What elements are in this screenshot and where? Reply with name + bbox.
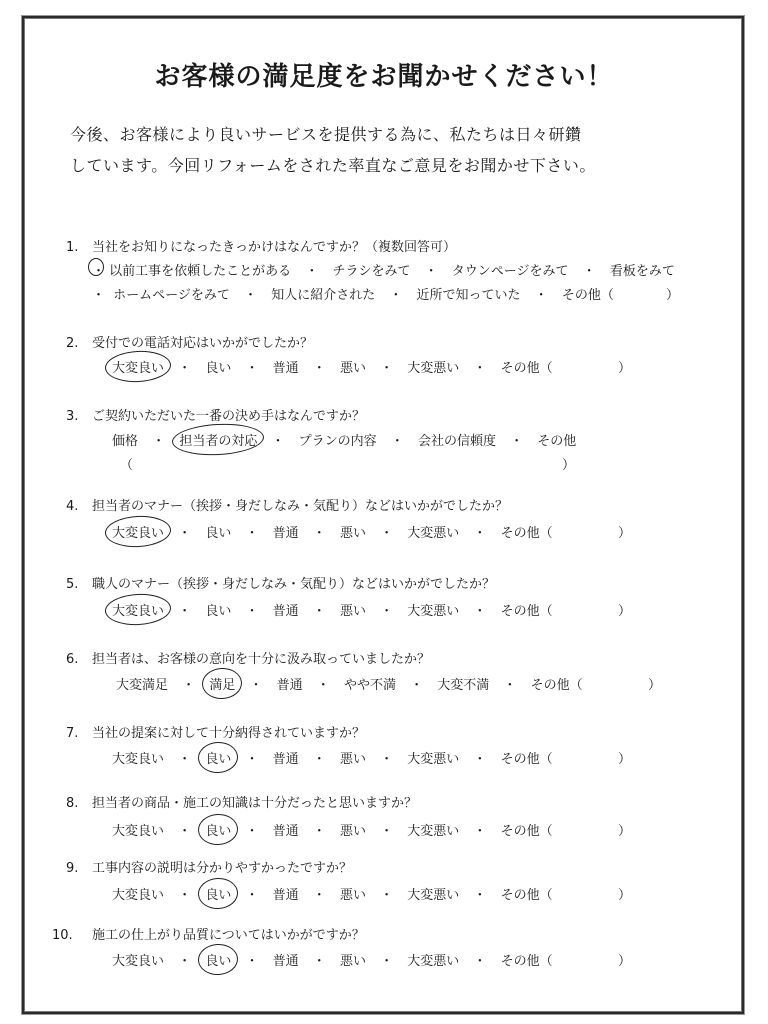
- option-good-selected[interactable]: 良い: [205, 884, 231, 903]
- option-very-bad[interactable]: 大変悪い: [407, 888, 460, 903]
- option-normal[interactable]: 普通: [272, 954, 299, 969]
- option-flyer[interactable]: チラシをみて: [332, 264, 411, 279]
- close-paren: ）: [618, 361, 632, 376]
- close-paren: ）: [618, 526, 632, 541]
- question-text: 施工の仕上がり品質についてはいかがですか？: [92, 928, 365, 943]
- option-very-good-selected[interactable]: 大変良い: [112, 357, 164, 376]
- option-separator: ・: [245, 526, 259, 541]
- option-separator: ・: [178, 888, 192, 903]
- option-separator: ・: [178, 526, 192, 541]
- option-bad[interactable]: 悪い: [339, 824, 366, 839]
- option-town-page[interactable]: タウンページをみて: [451, 264, 569, 279]
- option-separator: ・: [245, 361, 259, 376]
- option-very-bad[interactable]: 大変悪い: [407, 526, 460, 541]
- option-separator: ・: [510, 434, 524, 449]
- question-number: 6.: [66, 652, 79, 667]
- option-very-bad[interactable]: 大変悪い: [407, 752, 460, 767]
- option-bad[interactable]: 悪い: [339, 752, 366, 767]
- option-separator: ・: [271, 434, 285, 449]
- option-separator: ・: [244, 288, 258, 303]
- close-paren: ）: [562, 458, 576, 473]
- option-very-bad[interactable]: 大変悪い: [407, 361, 460, 376]
- option-very-good-selected[interactable]: 大変良い: [112, 600, 164, 619]
- option-separator: ・: [178, 752, 192, 767]
- option-marker: ・: [92, 288, 106, 303]
- option-separator: ・: [380, 604, 394, 619]
- question-8: [66, 792, 417, 811]
- question-3: [66, 405, 365, 424]
- option-very-bad[interactable]: 大変悪い: [407, 824, 460, 839]
- option-separator: ・: [312, 361, 326, 376]
- option-other[interactable]: その他（: [561, 288, 614, 303]
- question-number: 3.: [66, 409, 79, 424]
- option-good-selected[interactable]: 良い: [205, 820, 231, 839]
- option-normal[interactable]: 普通: [272, 752, 299, 767]
- option-separator: ・: [178, 824, 192, 839]
- option-separator: ・: [380, 888, 394, 903]
- option-good[interactable]: 良い: [205, 604, 232, 619]
- option-separator: ・: [312, 604, 326, 619]
- question-9-options: [112, 884, 553, 903]
- question-text: 担当者の商品・施工の知識は十分だったと思いますか？: [92, 796, 418, 811]
- option-separator: ・: [473, 604, 487, 619]
- open-paren: （: [120, 458, 134, 473]
- question-text: ご契約いただいた一番の決め手はなんですか？: [92, 409, 366, 424]
- option-other[interactable]: その他（: [500, 888, 553, 903]
- close-paren: ）: [618, 888, 632, 903]
- question-text: 工事内容の説明は分かりやすかったですか？: [92, 861, 353, 876]
- option-homepage[interactable]: ホームページをみて: [113, 288, 230, 303]
- option-very-good[interactable]: 大変良い: [112, 824, 165, 839]
- option-separator: ・: [245, 752, 259, 767]
- option-price[interactable]: 価格: [112, 434, 139, 449]
- option-separator: ・: [316, 678, 330, 693]
- option-separator: ・: [312, 954, 326, 969]
- option-separator: ・: [473, 361, 487, 376]
- option-very-good[interactable]: 大変良い: [112, 888, 165, 903]
- option-separator: ・: [312, 888, 326, 903]
- option-very-dissatisfied[interactable]: 大変不満: [437, 678, 490, 693]
- question-6-options: [116, 674, 583, 693]
- option-separator: ・: [473, 888, 487, 903]
- question-8-options: [112, 820, 553, 839]
- option-bad[interactable]: 悪い: [339, 954, 366, 969]
- option-separator: ・: [473, 824, 487, 839]
- option-separator: ・: [390, 434, 404, 449]
- option-very-good[interactable]: 大変良い: [112, 954, 165, 969]
- question-number: 8.: [66, 796, 79, 811]
- question-text: 担当者は、お客様の意向を十分に汲み取っていましたか？: [92, 652, 431, 667]
- question-number: 7.: [66, 726, 79, 741]
- option-other[interactable]: その他（: [500, 526, 553, 541]
- option-very-bad[interactable]: 大変悪い: [407, 954, 460, 969]
- option-very-bad[interactable]: 大変悪い: [407, 604, 460, 619]
- option-marker: ・: [92, 264, 106, 279]
- question-1-options-row2: [92, 284, 614, 303]
- option-signboard[interactable]: 看板をみて: [609, 264, 675, 279]
- option-separator: ・: [245, 954, 259, 969]
- close-paren: ）: [618, 824, 632, 839]
- option-separator: ・: [312, 752, 326, 767]
- option-company-trust[interactable]: 会社の信頼度: [417, 434, 496, 449]
- option-separator: ・: [178, 954, 192, 969]
- option-separator: ・: [249, 678, 263, 693]
- option-good[interactable]: 良い: [205, 526, 232, 541]
- question-7-options: [112, 748, 553, 767]
- close-paren: ）: [618, 954, 632, 969]
- option-separator: ・: [389, 288, 403, 303]
- option-normal[interactable]: 普通: [272, 526, 299, 541]
- option-separator: ・: [534, 288, 548, 303]
- option-separator: ・: [380, 824, 394, 839]
- option-introduced[interactable]: 知人に紹介された: [271, 288, 376, 303]
- option-separator: ・: [473, 954, 487, 969]
- option-normal[interactable]: 普通: [272, 888, 299, 903]
- intro-line-1: 今後、お客様により良いサービスを提供する為に、私たちは日々研鑽: [70, 125, 582, 144]
- question-number: 2.: [66, 336, 79, 351]
- question-1: [66, 236, 456, 255]
- question-4-options: [112, 522, 553, 541]
- option-separator: ・: [473, 752, 487, 767]
- option-good-selected[interactable]: 良い: [205, 748, 231, 767]
- option-other[interactable]: その他（: [500, 752, 553, 767]
- option-separator: ・: [503, 678, 517, 693]
- option-good-selected[interactable]: 良い: [205, 950, 231, 969]
- close-paren: ）: [618, 604, 632, 619]
- question-text: 職人のマナー（挨拶・身だしなみ・気配り）などはいかがでしたか？: [92, 577, 496, 592]
- option-separator: ・: [312, 824, 326, 839]
- option-bad[interactable]: 悪い: [339, 604, 366, 619]
- close-paren: ）: [666, 288, 680, 303]
- option-previous-work[interactable]: 以前工事を依頼したことがある: [109, 264, 292, 279]
- option-bad[interactable]: 悪い: [339, 361, 366, 376]
- question-7: [66, 722, 365, 741]
- question-1-options-row1: [92, 260, 675, 279]
- option-satisfied-selected[interactable]: 満足: [209, 674, 235, 693]
- option-other[interactable]: その他（: [500, 604, 553, 619]
- question-5-options: [112, 600, 553, 619]
- option-very-good-selected[interactable]: 大変良い: [112, 522, 164, 541]
- option-separator: ・: [305, 264, 319, 279]
- option-separator: ・: [380, 752, 394, 767]
- question-text: 当社をお知りになったきっかけはなんですか？（複数回答可）: [92, 240, 457, 255]
- option-staff-response-selected[interactable]: 担当者の対応: [179, 430, 257, 449]
- option-separator: ・: [410, 678, 424, 693]
- option-plan-content[interactable]: プランの内容: [298, 434, 377, 449]
- question-5: [66, 573, 495, 592]
- question-text: 担当者のマナー（挨拶・身だしなみ・気配り）などはいかがでしたか？: [92, 499, 509, 514]
- question-number: 10.: [52, 928, 73, 943]
- option-other[interactable]: その他: [537, 434, 577, 449]
- page-title: お客様の満足度をお聞かせください！: [154, 62, 614, 92]
- option-separator: ・: [245, 888, 259, 903]
- question-2: [66, 332, 313, 351]
- option-separator: ・: [380, 526, 394, 541]
- question-10: [52, 924, 365, 943]
- question-6: [66, 648, 430, 667]
- option-good[interactable]: 良い: [205, 361, 232, 376]
- question-number: 4.: [66, 499, 79, 514]
- option-separator: ・: [473, 526, 487, 541]
- option-separator: ・: [245, 604, 259, 619]
- question-2-options: [112, 357, 553, 376]
- intro-line-2: しています。今回リフォームをされた率直なご意見をお聞かせ下さい。: [70, 156, 596, 175]
- question-3-options: [112, 430, 576, 449]
- option-separator: ・: [582, 264, 596, 279]
- option-normal[interactable]: 普通: [272, 824, 299, 839]
- close-paren: ）: [648, 678, 662, 693]
- question-text: 当社の提案に対して十分納得されていますか？: [92, 726, 366, 741]
- question-10-options: [112, 950, 553, 969]
- question-number: 1.: [66, 240, 79, 255]
- question-number: 5.: [66, 577, 79, 592]
- option-normal[interactable]: 普通: [272, 361, 299, 376]
- option-separator: ・: [182, 678, 196, 693]
- option-separator: ・: [380, 954, 394, 969]
- option-other[interactable]: その他（: [500, 361, 553, 376]
- option-separator: ・: [245, 824, 259, 839]
- option-separator: ・: [380, 361, 394, 376]
- option-separator: ・: [152, 434, 166, 449]
- question-text: 受付での電話対応はいかがでしたか？: [92, 336, 314, 351]
- question-4: [66, 495, 508, 514]
- question-9: [66, 857, 352, 876]
- question-number: 9.: [66, 861, 79, 876]
- option-normal[interactable]: 普通: [276, 678, 303, 693]
- option-very-good[interactable]: 大変良い: [112, 752, 165, 767]
- option-other[interactable]: その他（: [500, 954, 553, 969]
- option-other[interactable]: その他（: [500, 824, 553, 839]
- option-separator: ・: [312, 526, 326, 541]
- option-neighborhood[interactable]: 近所で知っていた: [416, 288, 521, 303]
- option-separator: ・: [178, 604, 192, 619]
- option-normal[interactable]: 普通: [272, 604, 299, 619]
- option-somewhat-dissatisfied[interactable]: やや不満: [343, 678, 396, 693]
- option-bad[interactable]: 悪い: [339, 888, 366, 903]
- option-very-satisfied[interactable]: 大変満足: [116, 678, 169, 693]
- option-bad[interactable]: 悪い: [339, 526, 366, 541]
- option-separator: ・: [178, 361, 192, 376]
- option-separator: ・: [424, 264, 438, 279]
- close-paren: ）: [618, 752, 632, 767]
- option-other[interactable]: その他（: [530, 678, 583, 693]
